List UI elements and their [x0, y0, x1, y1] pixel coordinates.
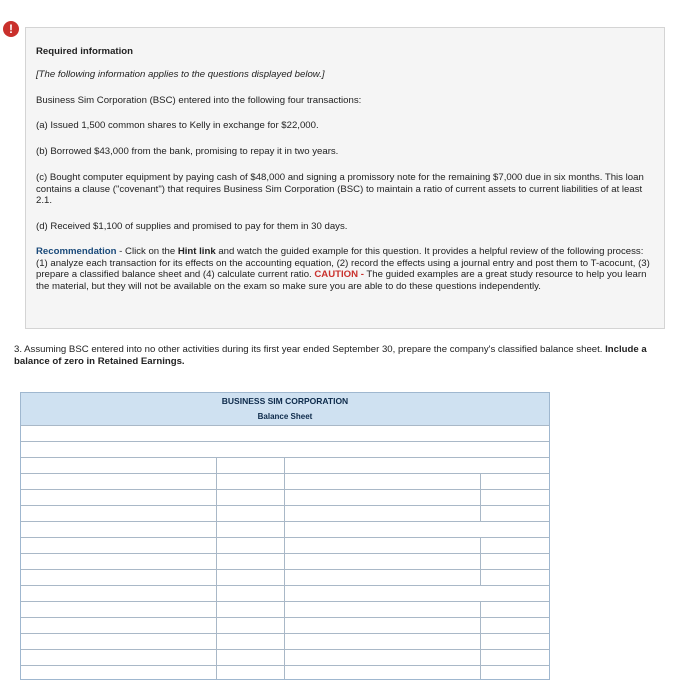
recommendation-label: Recommendation [36, 246, 117, 257]
recommendation-post: The guided examples are a great study resource to help you learn the material, but they will not be available on the exam so make sure you are able to do these questions independently. [36, 269, 647, 292]
label-input[interactable] [21, 586, 217, 602]
transactions-intro: Business Sim Corporation (BSC) entered into the following four transactions: [36, 95, 362, 106]
total-input[interactable] [480, 554, 549, 570]
total-input[interactable] [480, 490, 549, 506]
table-row [21, 553, 549, 570]
table-row [21, 457, 549, 474]
table-row [21, 665, 549, 680]
total-input[interactable] [480, 570, 549, 586]
total-input[interactable] [480, 666, 549, 680]
question-3 [14, 344, 664, 367]
recommendation-text [36, 246, 651, 292]
balance-sheet-title: Balance Sheet [257, 412, 313, 421]
alert-icon: ! [3, 21, 19, 37]
label-input[interactable] [21, 538, 217, 554]
table-row [21, 537, 549, 554]
table-row[interactable] [21, 425, 549, 442]
amount-input[interactable] [284, 650, 480, 666]
table-row [21, 633, 549, 650]
balance-sheet-header [21, 393, 549, 425]
label-input[interactable] [21, 602, 217, 618]
amount-input[interactable] [284, 618, 480, 634]
table-row [21, 489, 549, 506]
amount-input[interactable] [284, 490, 480, 506]
recommendation-pre: - Click on the [116, 246, 178, 257]
table-row [21, 569, 549, 586]
amount-input[interactable] [284, 554, 480, 570]
required-information-subtitle: [The following information applies to the questions displayed below.] [36, 69, 325, 80]
total-input[interactable] [480, 650, 549, 666]
amount-input[interactable] [284, 458, 480, 474]
amount-input[interactable] [284, 522, 480, 538]
total-input[interactable] [480, 602, 549, 618]
label-input[interactable] [21, 666, 217, 680]
table-row [21, 601, 549, 618]
total-input[interactable] [480, 618, 549, 634]
table-row [21, 617, 549, 634]
amount-input[interactable] [284, 634, 480, 650]
balance-sheet-worksheet [20, 392, 550, 680]
table-row [21, 521, 549, 538]
table-row [21, 649, 549, 666]
label-input[interactable] [21, 458, 217, 474]
label-input[interactable] [21, 618, 217, 634]
total-input[interactable] [480, 506, 549, 522]
total-input[interactable] [480, 538, 549, 554]
required-information-panel [25, 27, 665, 329]
table-row [21, 505, 549, 522]
amount-input[interactable] [284, 602, 480, 618]
total-input[interactable] [480, 634, 549, 650]
transaction-a: (a) Issued 1,500 common shares to Kelly in exchange for $22,000. [36, 120, 319, 131]
required-information-title: Required information [36, 46, 134, 57]
question-instruction: Include a balance of zero in Retained Earnings. [14, 344, 647, 367]
amount-input[interactable] [284, 506, 480, 522]
transaction-c: (c) Bought computer equipment by paying cash of $48,000 and signing a promissory note for the remaining $7,000 due in six months. This loan contains a clause ("covenant") that requires Business Sim Corporation (BSC) to maintain a ratio of current assets to current liabilities of at least 2.1. [36, 172, 644, 206]
label-input[interactable] [21, 650, 217, 666]
transaction-b: (b) Borrowed $43,000 from the bank, promising to repay it in two years. [36, 146, 339, 157]
recommendation-mid: and watch the guided example for this question. It provides a helpful review of the following process: (1) analyze each transaction for its effects on the accounting equation, (2) record the effects using a journal entry and post them to T-acocunt, (3) prepare a classified balance sheet and (4) calculate current ratio. [36, 246, 650, 280]
table-row[interactable] [21, 441, 549, 458]
amount-input[interactable] [284, 474, 480, 490]
label-input[interactable] [21, 634, 217, 650]
amount-input[interactable] [284, 570, 480, 586]
label-input[interactable] [21, 570, 217, 586]
table-row [21, 473, 549, 490]
transaction-d: (d) Received $1,100 of supplies and promised to pay for them in 30 days. [36, 221, 348, 232]
question-text: 3. Assuming BSC entered into no other activities during its first year ended September 30, prepare the company's classified balance sheet. [14, 344, 606, 355]
label-input[interactable] [21, 474, 217, 490]
label-input[interactable] [21, 522, 217, 538]
label-input[interactable] [21, 506, 217, 522]
amount-input[interactable] [284, 586, 480, 602]
hint-link[interactable]: Hint link [177, 246, 216, 257]
caution-label: CAUTION - [314, 269, 364, 280]
label-input[interactable] [21, 554, 217, 570]
total-input[interactable] [480, 474, 549, 490]
amount-input[interactable] [284, 666, 480, 680]
label-input[interactable] [21, 490, 217, 506]
company-name: BUSINESS SIM CORPORATION [221, 396, 349, 406]
table-row [21, 585, 549, 602]
amount-input[interactable] [284, 538, 480, 554]
